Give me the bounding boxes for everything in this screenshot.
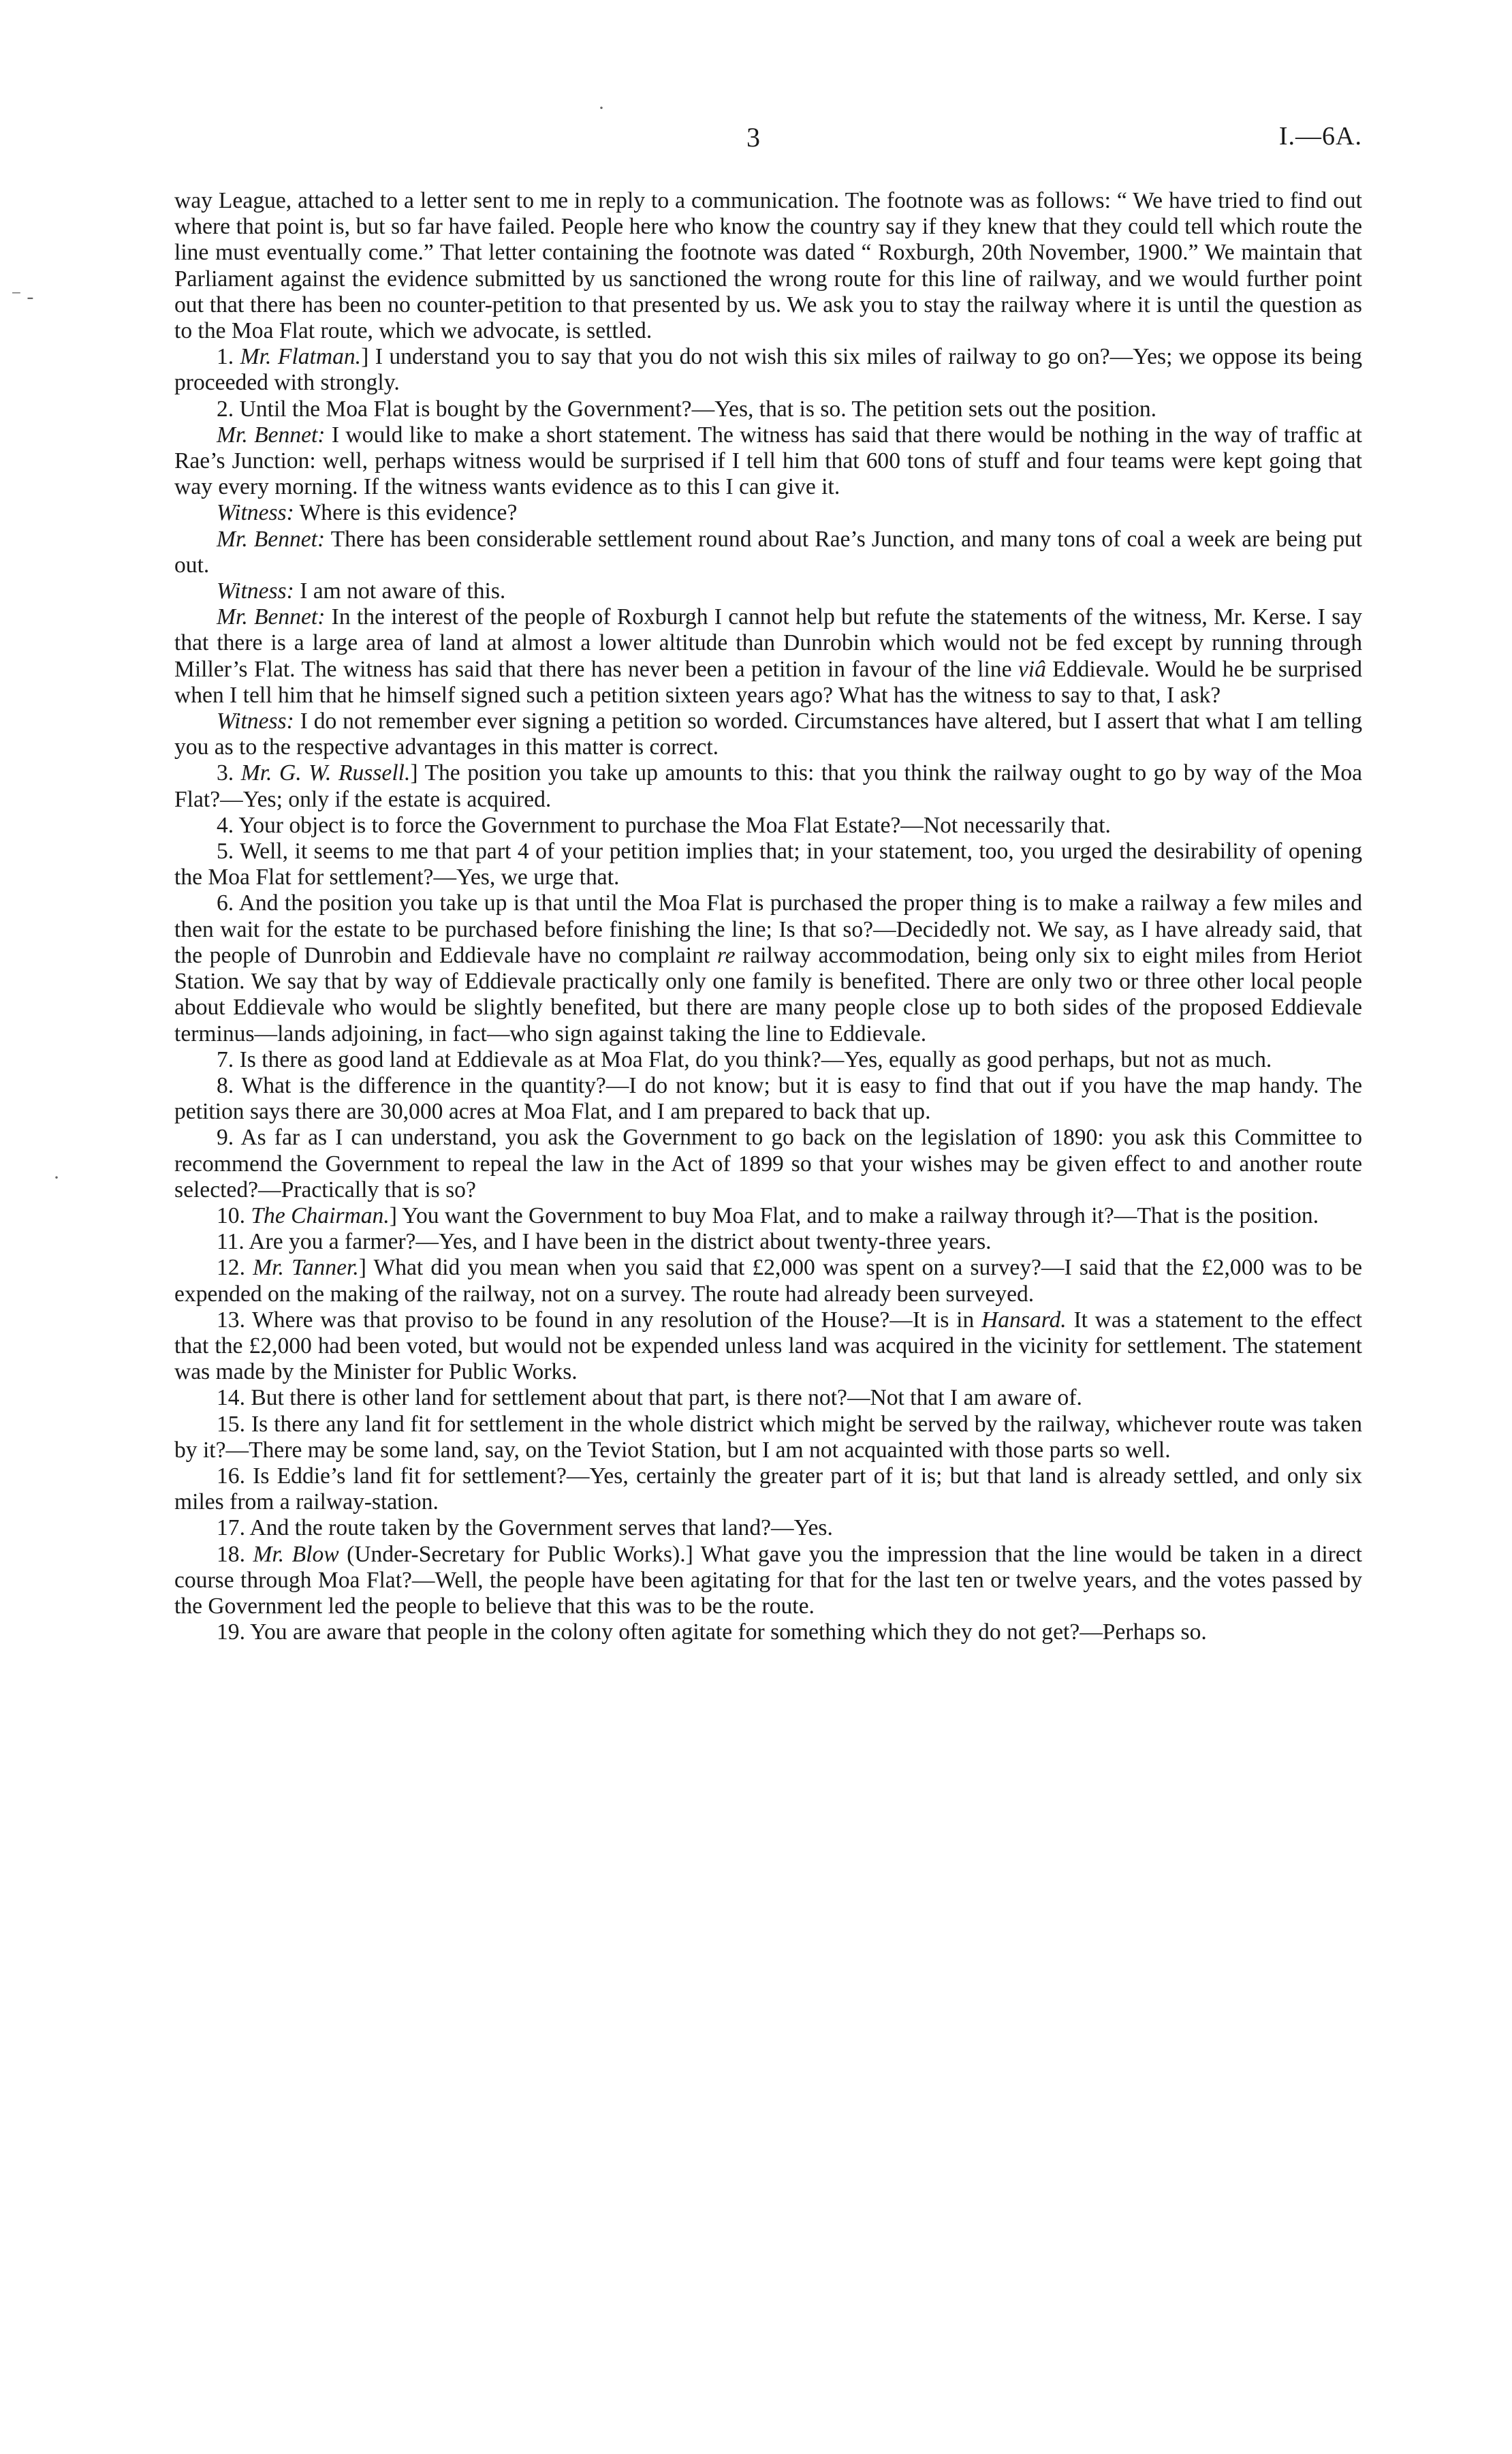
speaker-or-emphasis: viâ [1018,656,1046,682]
paragraph [174,188,1362,344]
text-run: 19. You are aware that people in the colony often agitate for something which they do not get?—Perhaps so. [217,1619,1207,1645]
speaker-or-emphasis: Hansard. [981,1307,1067,1333]
text-run: railway accommodation, being only six to eight miles from Heriot Station. We say that by way of Eddievale practically only one family is benefited. There are only two or three other local people about Eddievale who would be slightly benefited, but there are many people close up to both sides of the proposed Eddievale terminus—lands adjoining, in fact—who sign against taking the line to Eddievale. [174,942,1362,1046]
text-run: ] You want the Government to buy Moa Flat, and to make a railway through it?—That is the position. [389,1202,1319,1228]
paragraph [174,344,1362,396]
text-run: ] What did you mean when you said that £2,000 was spent on a survey?—I said that the £2,000 was to be expended on the making of the railway, not on a survey. The route had already been surveyed. [174,1255,1362,1307]
text-run: I would like to make a short statement. The witness has said that there would be nothing in the way of traffic at Rae’s Junction: well, perhaps witness would be surprised if I tell him that 600 tons of stuff and four teams were kept going that way every morning. If the witness wants evidence as to this I can give it. [174,422,1362,500]
text-run: (Under-Secretary for Public Works).] What gave you the impression that the line would be taken in a direct course through Moa Flat?—Well, the people have been agitating for that for the last ten or twelve years, and the votes passed by the Government led the people to believe that this was to be the route. [174,1541,1362,1619]
speaker-or-emphasis: Mr. Tanner. [253,1255,359,1281]
margin-mark: · [53,1166,60,1189]
text-run: 1. [217,344,240,370]
paragraph [174,813,1362,839]
paragraph [174,1515,1362,1541]
paragraph [174,1229,1362,1255]
paragraph [174,527,1362,578]
text-run: 16. Is Eddie’s land fit for settlement?—Yes, certainly the greater part of it is; but that land is already settled, and only six miles from a railway-station. [174,1463,1362,1515]
text-run: Eddievale. Would he be surprised when I tell him that he himself signed such a petition sixteen years ago? What has the witness to say to that, I ask? [174,656,1362,708]
text-run: I am not aware of this. [294,578,506,604]
paragraph [174,422,1362,501]
paragraph [174,604,1362,709]
paragraph [174,1412,1362,1463]
speaker-or-emphasis: Mr. Bennet: [217,422,326,448]
text-run: Where is this evidence? [294,500,518,526]
speaker-or-emphasis: Witness: [217,709,294,734]
text-run: 4. Your object is to force the Government to purchase the Moa Flat Estate?—Not necessarily that. [217,812,1111,838]
text-run: 17. And the route taken by the Government serves that land?—Yes. [217,1515,833,1541]
paragraph [174,1385,1362,1411]
text-run: 10. [217,1202,251,1228]
paragraph [174,760,1362,812]
speaker-or-emphasis: Witness: [217,578,294,604]
text-run: There has been considerable settlement round about Rae’s Junction, and many tons of coal a week are being put out. [174,526,1363,578]
page-header [174,121,1362,162]
paragraph [174,839,1362,890]
speaker-or-emphasis: Witness: [217,500,294,526]
text-run: In the interest of the people of Roxburgh I cannot help but refute the statements of the witness, Mr. Kerse. I say that there is a large area of land at almost a lower altitude than Dunrobin which would not be fed except by running through Miller’s Flat. The witness has said that there has never been a petition in favour of the line [174,604,1362,682]
speaker-or-emphasis: Mr. Bennet: [217,604,326,630]
margin-mark: ⁻ ‐ [11,285,34,308]
paragraph [174,397,1362,422]
text-run: 12. [217,1255,253,1281]
text-run: way League, attached to a letter sent to me in reply to a communication. The footnote was as follows: “ We have tried to find out where that point is, but so far have failed. People here who know the country say if they knew that they could tell which route the line must eventually come.” That letter containing the footnote was dated “ Roxburgh, 20th November, 1900.” We maintain that Parliament against the evidence submitted by us sanctioned the wrong route for this line of railway, and we would further point out that there has been no counter-petition to that presented by us. We ask you to stay the railway where it is until the question as to the Moa Flat route, which we advocate, is settled. [174,188,1362,344]
page-number: 3 [746,122,760,153]
speaker-or-emphasis: Mr. Flatman. [240,344,362,370]
speaker-or-emphasis: Mr. Bennet: [217,526,326,552]
text-run: I do not remember ever signing a petition so worded. Circumstances have altered, but I assert that what I am telling you as to the respective advantages in this matter is correct. [174,709,1362,760]
text-run: 2. Until the Moa Flat is bought by the Government?—Yes, that is so. The petition sets out the position. [217,396,1157,422]
text-run: 18. [217,1541,253,1567]
paragraph [174,1047,1362,1073]
text-run: 6. And the position you take up is that until the Moa Flat is purchased the proper thing is to make a railway a few miles and then wait for the estate to be purchased before finishing the line; Is that so?—Decidedly not. We say, as I have already said, that the people of Dunrobin and Eddievale have no complaint [174,890,1362,968]
paragraph [174,1255,1362,1307]
text-run: 8. What is the difference in the quantity?—I do not know; but it is easy to find that out if you have the map handy. The petition says there are 30,000 acres at Moa Flat, and I am prepared to back that up. [174,1072,1362,1125]
text-run: 9. As far as I can understand, you ask the Government to go back on the legislation of 1890: you ask this Committee to recommend the Government to repeal the law in the Act of 1899 so that your wishes may be given effect to and another route selected?—Practically that is so? [174,1125,1362,1202]
text-run: 15. Is there any land fit for settlement in the whole district which might be served by the railway, whichever route was taken by it?—There may be some land, say, on the Teviot Station, but I am not acquainted with those parts so well. [174,1411,1362,1463]
text-run: ] I understand you to say that you do not wish this six miles of railway to go on?—Yes; we oppose its being proceeded with strongly. [174,344,1362,396]
paragraph [174,1073,1362,1125]
speaker-or-emphasis: re [716,942,736,968]
paragraph [174,1125,1362,1203]
paragraph [174,709,1362,760]
text-run: 14. But there is other land for settlement about that part, is there not?—Not that I am aware of. [217,1385,1082,1411]
paragraph [174,1307,1362,1386]
paragraph [174,1542,1362,1620]
text-run: 7. Is there as good land at Eddievale as at Moa Flat, do you think?—Yes, equally as good perhaps, but not as much. [217,1046,1272,1072]
text-run: 11. Are you a farmer?—Yes, and I have been in the district about twenty-three years. [217,1229,992,1255]
paragraph [174,1203,1362,1229]
text-run: 5. Well, it seems to me that part 4 of your petition implies that; in your statement, too, you urged the desirability of opening the Moa Flat for settlement?—Yes, we urge that. [174,839,1362,890]
text-run: 3. [217,760,241,786]
document-reference: I.—6A. [1278,122,1362,151]
speaker-or-emphasis: Mr. Blow [253,1541,339,1567]
speaker-or-emphasis: Mr. G. W. Russell. [240,760,411,786]
text-run: It was a statement to the effect that the £2,000 had been voted, but would not be expended unless land was acquired in the vicinity for settlement. The statement was made by the Minister for Public Works. [174,1307,1363,1385]
testimony-body [174,188,1362,1645]
paragraph [174,890,1362,1046]
paragraph [174,1619,1362,1645]
speaker-or-emphasis: The Chairman. [251,1202,390,1228]
text-run: 13. Where was that proviso to be found in any resolution of the House?—It is in [217,1307,982,1333]
text-run: ] The position you take up amounts to this: that you think the railway ought to go by way of the Moa Flat?—Yes; only if the estate is acquired. [174,760,1363,812]
paragraph [174,500,1362,526]
paragraph [174,578,1362,604]
margin-mark: · [598,97,605,119]
paragraph [174,1463,1362,1515]
